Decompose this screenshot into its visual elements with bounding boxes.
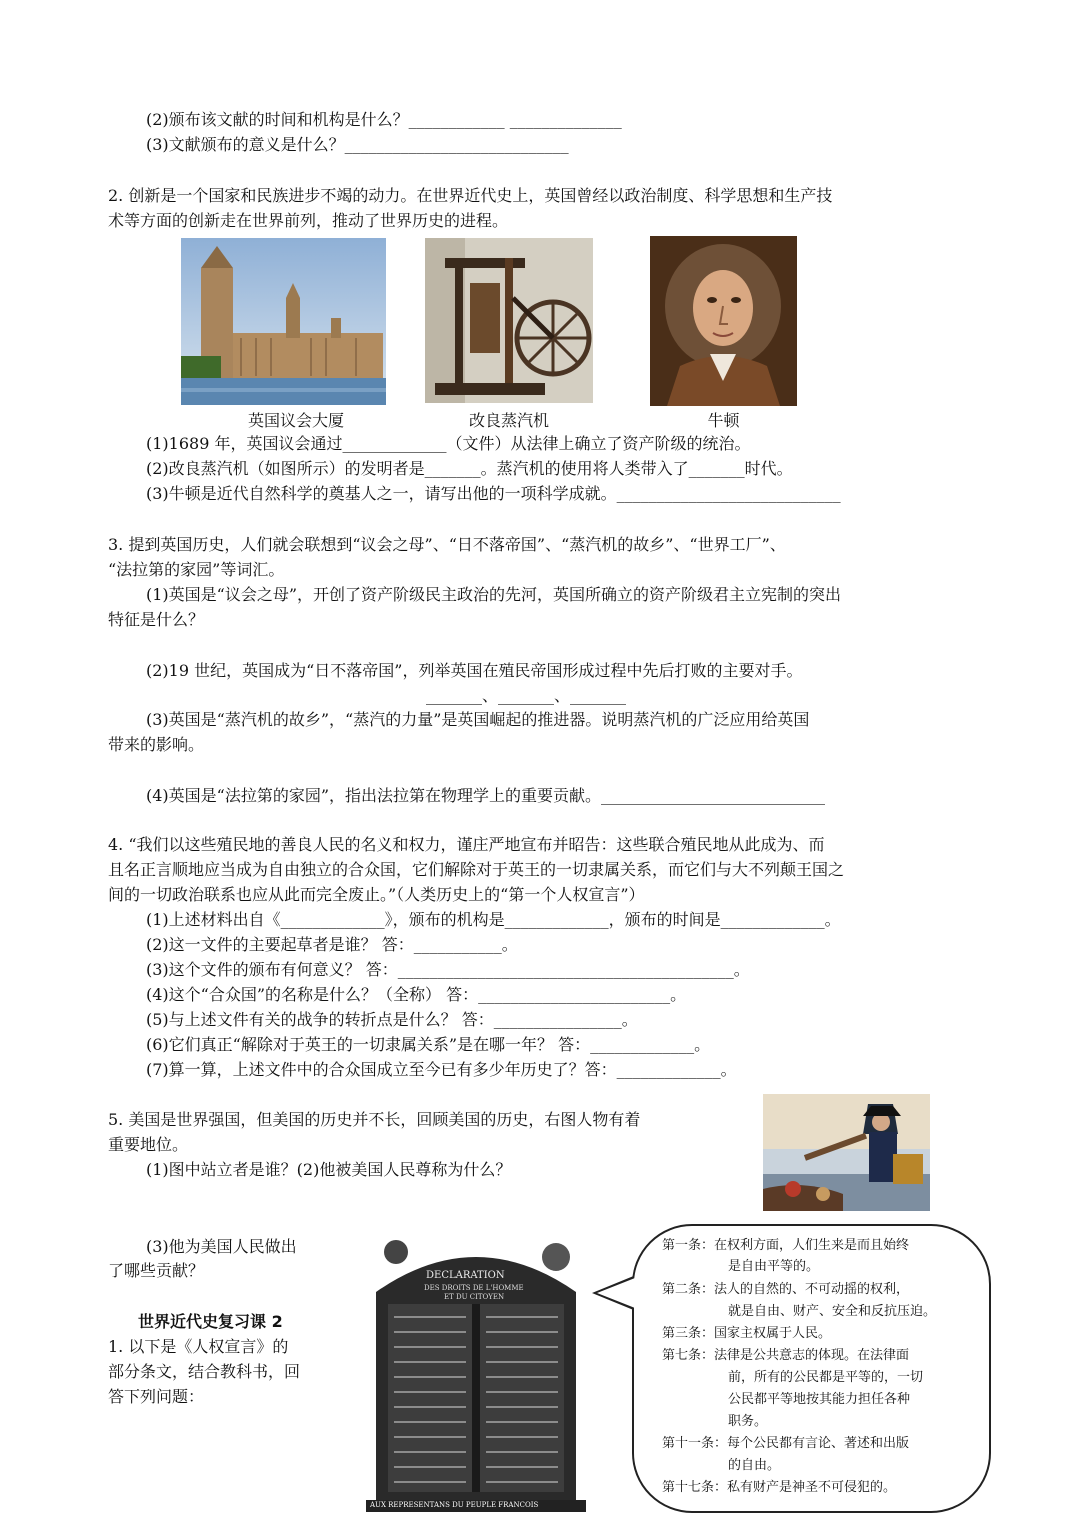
- q5-part3: (3)他为美国人民做出: [146, 1237, 297, 1256]
- q3-part2-blanks: _______、_______、_______: [426, 686, 627, 705]
- q2-stem: 2. 创新是一个国家和民族进步不竭的动力。在世界近代史上，英国曾经以政治制度、科学思想和生产技: [108, 186, 833, 205]
- article-2: 第二条：法人的自然的、不可动摇的权利，: [662, 1282, 910, 1297]
- q2-part2: (2)改良蒸汽机（如图所示）的发明者是_______。蒸汽机的使用将人类带入了_______时代。: [146, 459, 793, 478]
- q3-stem-cont: “法拉第的家园”等词汇。: [108, 560, 285, 579]
- engine-caption: 改良蒸汽机: [468, 411, 549, 430]
- q3-part3: (3)英国是“蒸汽机的故乡”，“蒸汽的力量”是英国崛起的推进器。说明蒸汽机的广泛应用给英国: [146, 710, 810, 729]
- q4-stem-cont1: 且名正言顺地应当成为自由独立的合众国，它们解除对于英王的一切隶属关系，而它们与大不列颠王国之: [108, 860, 845, 879]
- q2-stem-cont: 术等方面的创新走在世界前列，推动了世界历史的进程。: [108, 211, 509, 230]
- r1-stem-cont1: 部分条文，结合教科书，回: [108, 1362, 301, 1381]
- article-1: 第一条：在权利方面，人们生来是而且始终: [662, 1238, 910, 1253]
- declaration-sub2: ET DU CITOYEN: [444, 1293, 505, 1301]
- q2-part1: (1)1689 年，英国议会通过_____________（文件）从法律上确立了资产阶级的统治。: [146, 434, 751, 453]
- bubble-tail-inner: [597, 1278, 635, 1308]
- q5-part1-2: (1)图中站立者是谁？(2)他被美国人民尊称为什么？: [146, 1160, 512, 1179]
- article-17: 第十七条：私有财产是神圣不可侵犯的。: [662, 1480, 897, 1495]
- r1-stem: 1. 以下是《人权宣言》的: [108, 1337, 289, 1356]
- q4-part5: (5)与上述文件有关的战争的转折点是什么？ 答：________________。: [146, 1010, 638, 1029]
- article-7-cont3: 职务。: [728, 1414, 768, 1429]
- q4-part2: (2)这一文件的主要起草者是谁？ 答：___________。: [146, 935, 518, 954]
- q4-part4: (4)这个“合众国”的名称是什么？（全称） 答：________________________。: [146, 985, 687, 1004]
- q4-part7: (7)算一算，上述文件中的合众国成立至今已有多少年历史了？答：_____________。: [146, 1060, 737, 1079]
- q3-part3-cont: 带来的影响。: [108, 735, 205, 754]
- article-2-cont: 就是自由、财产、安全和反抗压迫。: [728, 1304, 937, 1319]
- q4-part1: (1)上述材料出自《_____________》，颁布的机构是_____________，颁布的时间是_____________。: [146, 910, 841, 929]
- washington-image: [763, 1094, 930, 1211]
- parliament-image: [181, 238, 386, 405]
- q4-part6: (6)它们真正“解除对于英王的一切隶属关系”是在哪一年？ 答：_____________。: [146, 1035, 711, 1054]
- q5-stem: 5. 美国是世界强国，但美国的历史并不长，回顾美国的历史，右图人物有着: [108, 1110, 641, 1129]
- q3-part2: (2)19 世纪，英国成为“日不落帝国”，列举英国在殖民帝国形成过程中先后打败的主要对手。: [146, 661, 803, 680]
- article-3: 第三条：国家主权属于人民。: [662, 1326, 832, 1341]
- q3-part1: (1)英国是“议会之母”，开创了资产阶级民主政治的先河，英国所确立的资产阶级君主立宪制的突出: [146, 585, 842, 604]
- article-1-cont: 是自由平等的。: [728, 1259, 820, 1274]
- newton-portrait-image: [650, 236, 797, 406]
- declaration-footer: AUX REPRESENTANS DU PEUPLE FRANCOIS: [370, 1501, 539, 1509]
- q3-part1-cont: 特征是什么？: [108, 610, 205, 629]
- article-7: 第七条：法律是公共意志的体现。在法律面: [662, 1348, 910, 1363]
- article-7-cont2: 公民都平等地按其能力担任各种: [728, 1392, 911, 1407]
- declaration-sub1: DES DROITS DE L'HOMME: [424, 1284, 524, 1292]
- article-11: 第十一条：每个公民都有言论、著述和出版: [662, 1436, 910, 1451]
- declaration-header: DECLARATION: [426, 1270, 505, 1281]
- q1-part2: (2)颁布该文献的时间和机构是什么？____________ ______________: [146, 110, 622, 129]
- q2-part3: (3)牛顿是近代自然科学的奠基人之一，请写出他的一项科学成就。____________________________: [146, 484, 841, 503]
- q5-part3-cont: 了哪些贡献？: [108, 1261, 205, 1280]
- q4-part3: (3)这个文件的颁布有何意义？ 答：__________________________________________。: [146, 960, 750, 979]
- newton-caption: 牛顿: [707, 411, 740, 430]
- steam-engine-image: [425, 238, 593, 403]
- parliament-caption: 英国议会大厦: [247, 411, 344, 430]
- q4-stem-cont2: 间的一切政治联系也应从此而完全废止。”（人类历史上的“第一个人权宣言”）: [108, 885, 645, 904]
- r1-stem-cont2: 答下列问题：: [108, 1387, 205, 1406]
- declaration-image: [366, 1232, 586, 1512]
- q4-stem: 4. “我们以这些殖民地的善良人民的名义和权力，谨庄严地宣布并昭告：这些联合殖民地从此成为、而: [108, 835, 825, 854]
- article-7-cont1: 前，所有的公民都是平等的，一切: [728, 1370, 924, 1385]
- section-title: 世界近代史复习课 2: [138, 1312, 283, 1331]
- q5-stem-cont: 重要地位。: [108, 1135, 189, 1154]
- q3-stem: 3. 提到英国历史，人们就会联想到“议会之母”、“日不落帝国”、“蒸汽机的故乡”、“世界工厂”、: [108, 535, 786, 554]
- article-11-cont: 的自由。: [728, 1458, 781, 1473]
- q1-part3: (3)文献颁布的意义是什么？____________________________: [146, 135, 569, 154]
- q3-part4: (4)英国是“法拉第的家园”，指出法拉第在物理学上的重要贡献。____________________________: [146, 786, 826, 805]
